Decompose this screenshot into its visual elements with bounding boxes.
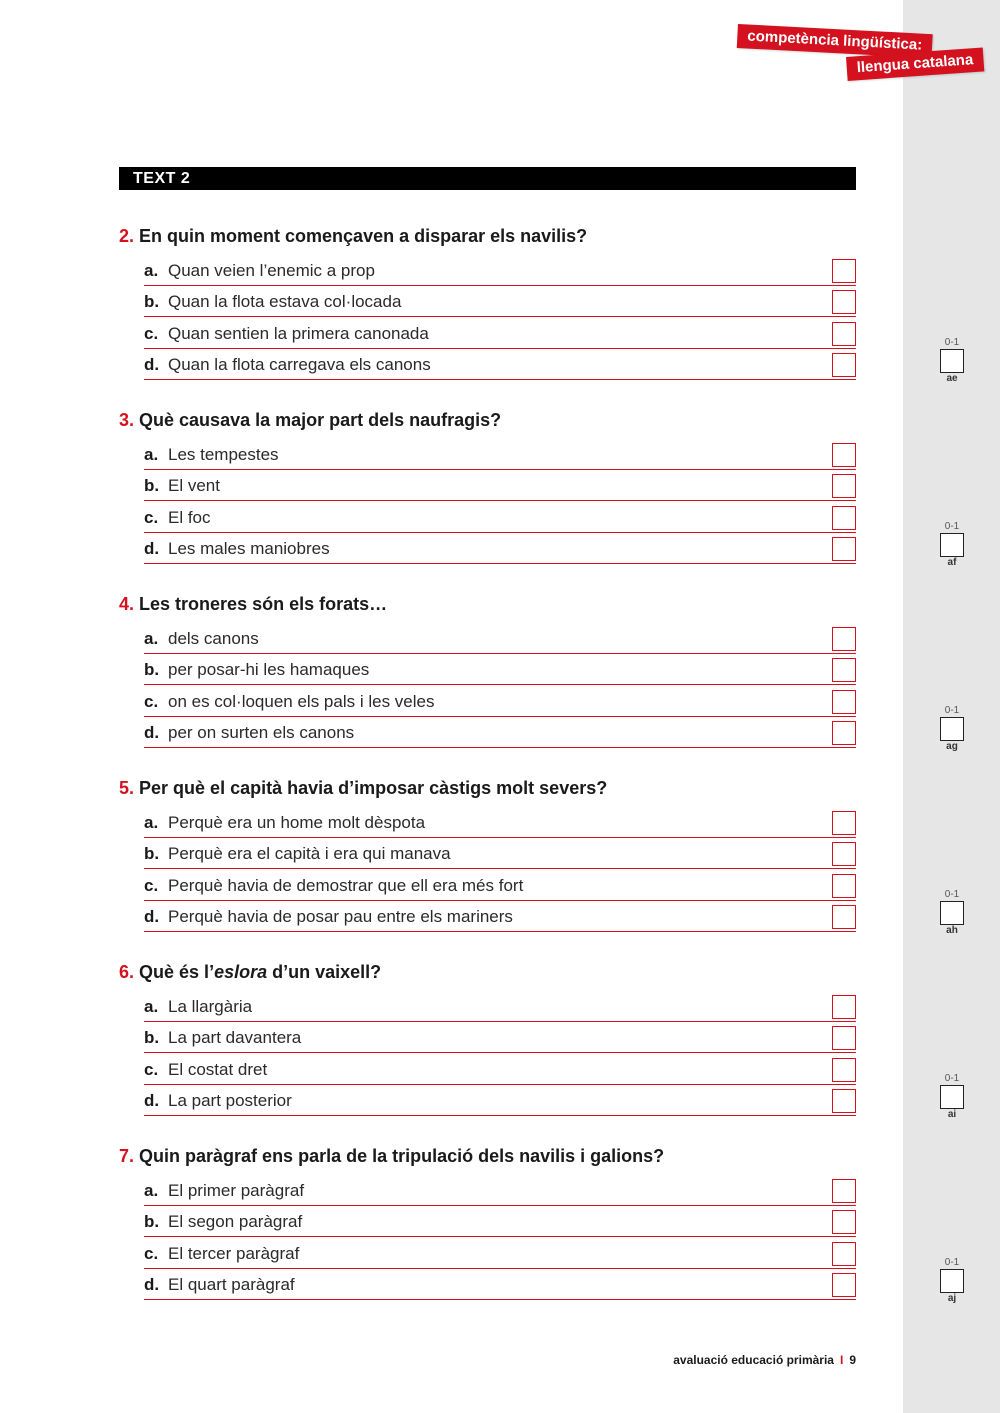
score-range: 0-1: [944, 889, 960, 900]
answer-checkbox[interactable]: [832, 353, 856, 377]
option-text: El tercer paràgraf: [168, 1243, 300, 1263]
answer-checkbox[interactable]: [832, 290, 856, 314]
score-range: 0-1: [944, 521, 960, 532]
option-letter: d.: [144, 539, 160, 558]
question-title: [119, 1146, 856, 1174]
answer-option-a[interactable]: [144, 1174, 856, 1206]
answer-option-c[interactable]: [144, 1237, 856, 1269]
option-text: Quan veien l’enemic a prop: [168, 260, 375, 280]
option-text: Perquè havia de demostrar que ell era més fort: [168, 875, 524, 895]
question-title: [119, 594, 856, 622]
answer-checkbox[interactable]: [832, 1058, 856, 1082]
answer-option-a[interactable]: [144, 622, 856, 654]
option-text: Quan sentien la primera canonada: [168, 323, 429, 343]
answer-option-d[interactable]: [144, 1269, 856, 1301]
answer-checkbox[interactable]: [832, 905, 856, 929]
question-text-term: eslora: [214, 962, 268, 982]
option-text: Les males maniobres: [168, 539, 330, 558]
question-title: [119, 778, 856, 806]
option-letter: b.: [144, 1028, 160, 1047]
answer-option-b[interactable]: [144, 1206, 856, 1238]
score-range: 0-1: [944, 1073, 960, 1084]
score-box-af: [938, 521, 966, 568]
question-2: [119, 226, 856, 380]
option-letter: c.: [144, 507, 159, 527]
answer-option-b[interactable]: [144, 654, 856, 686]
answer-checkbox[interactable]: [832, 506, 856, 530]
option-text: El quart paràgraf: [168, 1275, 295, 1294]
question-3: [119, 410, 856, 564]
question-number: 3.: [119, 410, 135, 430]
option-text: La part posterior: [168, 1091, 292, 1110]
option-letter: c.: [144, 1243, 159, 1263]
answer-option-c[interactable]: [144, 869, 856, 901]
score-box-ai: [938, 1073, 966, 1120]
answer-checkbox[interactable]: [832, 995, 856, 1019]
option-letter: a.: [144, 444, 159, 464]
answer-option-b[interactable]: [144, 286, 856, 318]
option-letter: d.: [144, 1091, 160, 1110]
answer-checkbox[interactable]: [832, 1089, 856, 1113]
score-code: ag: [946, 741, 958, 752]
option-text: El primer paràgraf: [168, 1180, 305, 1200]
question-text: Quin paràgraf ens parla de la tripulació dels navilis i galions?: [139, 1146, 665, 1166]
footer-text: avaluació educació primària: [673, 1353, 834, 1367]
option-text: Les tempestes: [168, 444, 279, 464]
score-input-box[interactable]: [940, 349, 964, 373]
score-code: ai: [947, 1109, 957, 1120]
option-text: El costat dret: [168, 1059, 268, 1079]
score-code: ah: [946, 925, 958, 936]
option-text: Perquè era un home molt dèspota: [168, 812, 426, 832]
option-letter: b.: [144, 1212, 160, 1231]
answer-checkbox[interactable]: [832, 443, 856, 467]
question-5: [119, 778, 856, 932]
question-number: 6.: [119, 962, 135, 982]
score-box-ae: [938, 337, 966, 384]
question-text-before: Què és l’: [139, 962, 215, 982]
option-letter: d.: [144, 723, 160, 742]
score-code: ae: [946, 373, 958, 384]
score-box-aj: [938, 1257, 966, 1304]
option-text: El segon paràgraf: [168, 1212, 303, 1231]
answer-option-d[interactable]: [144, 901, 856, 933]
option-letter: c.: [144, 323, 159, 343]
answer-option-b[interactable]: [144, 838, 856, 870]
question-text: En quin moment començaven a disparar els navilis?: [139, 226, 588, 246]
answer-option-d[interactable]: [144, 349, 856, 381]
option-text: El vent: [168, 476, 220, 495]
option-letter: d.: [144, 907, 160, 926]
answer-checkbox[interactable]: [832, 537, 856, 561]
option-text: Perquè havia de posar pau entre els mariners: [168, 907, 513, 926]
score-range: 0-1: [944, 337, 960, 348]
option-text: La llargària: [168, 996, 253, 1016]
section-header: [119, 167, 856, 190]
option-text: per posar-hi les hamaques: [168, 660, 370, 679]
option-text: per on surten els canons: [168, 723, 355, 742]
question-4: [119, 594, 856, 748]
option-letter: b.: [144, 844, 160, 863]
score-input-box[interactable]: [940, 1269, 964, 1293]
question-6: [119, 962, 856, 1116]
option-letter: a.: [144, 812, 159, 832]
score-range: 0-1: [944, 705, 960, 716]
option-text: Perquè era el capità i era qui manava: [168, 844, 451, 863]
answer-option-a[interactable]: [144, 254, 856, 286]
question-number: 5.: [119, 778, 135, 798]
score-code: aj: [947, 1293, 957, 1304]
question-title: [119, 962, 856, 990]
score-input-box[interactable]: [940, 717, 964, 741]
option-letter: c.: [144, 875, 159, 895]
score-code: af: [947, 557, 957, 568]
section-title: TEXT 2: [133, 170, 191, 187]
answer-option-a[interactable]: [144, 806, 856, 838]
option-letter: a.: [144, 260, 159, 280]
subject-tag-line1: competència lingüística:: [737, 24, 933, 58]
option-text: La part davantera: [168, 1028, 302, 1047]
answer-checkbox[interactable]: [832, 842, 856, 866]
question-text-after: d’un vaixell?: [267, 962, 382, 982]
answer-checkbox[interactable]: [832, 259, 856, 283]
option-letter: b.: [144, 660, 160, 679]
question-7: [119, 1146, 856, 1300]
answer-checkbox[interactable]: [832, 690, 856, 714]
score-box-ag: [938, 705, 966, 752]
answer-checkbox[interactable]: [832, 627, 856, 651]
page-number: 9: [849, 1353, 856, 1367]
option-letter: d.: [144, 355, 160, 374]
answer-option-b[interactable]: [144, 470, 856, 502]
option-letter: b.: [144, 476, 160, 495]
answer-checkbox[interactable]: [832, 658, 856, 682]
answer-option-c[interactable]: [144, 317, 856, 349]
score-range: 0-1: [944, 1257, 960, 1268]
question-number: 7.: [119, 1146, 135, 1166]
answer-checkbox[interactable]: [832, 1210, 856, 1234]
answer-option-c[interactable]: [144, 501, 856, 533]
answer-option-d[interactable]: [144, 533, 856, 565]
answer-option-c[interactable]: [144, 1053, 856, 1085]
answer-checkbox[interactable]: [832, 1179, 856, 1203]
subject-tag-line2: llengua catalana: [846, 47, 984, 80]
question-title: [119, 410, 856, 438]
answer-checkbox[interactable]: [832, 1026, 856, 1050]
option-letter: b.: [144, 292, 160, 311]
answer-checkbox[interactable]: [832, 874, 856, 898]
answer-checkbox[interactable]: [832, 721, 856, 745]
question-text: Què causava la major part dels naufragis?: [139, 410, 502, 430]
score-input-box[interactable]: [940, 901, 964, 925]
option-text: Quan la flota carregava els canons: [168, 355, 431, 374]
question-number: 2.: [119, 226, 135, 246]
option-text: Quan la flota estava col·locada: [168, 292, 402, 311]
option-letter: c.: [144, 691, 159, 711]
option-letter: a.: [144, 1180, 159, 1200]
option-text: dels canons: [168, 628, 259, 648]
answer-checkbox[interactable]: [832, 322, 856, 346]
question-title: [119, 226, 856, 254]
score-input-box[interactable]: [940, 533, 964, 557]
answer-checkbox[interactable]: [832, 1273, 856, 1297]
answer-checkbox[interactable]: [832, 1242, 856, 1266]
question-number: 4.: [119, 594, 135, 614]
answer-checkbox[interactable]: [832, 811, 856, 835]
option-text: on es col·loquen els pals i les veles: [168, 691, 435, 711]
answer-option-a[interactable]: [144, 990, 856, 1022]
option-letter: d.: [144, 1275, 160, 1294]
option-letter: c.: [144, 1059, 159, 1079]
score-input-box[interactable]: [940, 1085, 964, 1109]
option-text: El foc: [168, 507, 211, 527]
score-box-ah: [938, 889, 966, 936]
option-letter: a.: [144, 996, 159, 1016]
answer-checkbox[interactable]: [832, 474, 856, 498]
answer-option-d[interactable]: [144, 717, 856, 749]
page-footer: [673, 1353, 856, 1367]
answer-option-b[interactable]: [144, 1022, 856, 1054]
question-text: Les troneres són els forats…: [139, 594, 388, 614]
answer-option-c[interactable]: [144, 685, 856, 717]
footer-separator: I: [839, 1353, 844, 1367]
answer-option-d[interactable]: [144, 1085, 856, 1117]
question-text: Per què el capità havia d’imposar càstigs molt severs?: [139, 778, 608, 798]
answer-option-a[interactable]: [144, 438, 856, 470]
option-letter: a.: [144, 628, 159, 648]
